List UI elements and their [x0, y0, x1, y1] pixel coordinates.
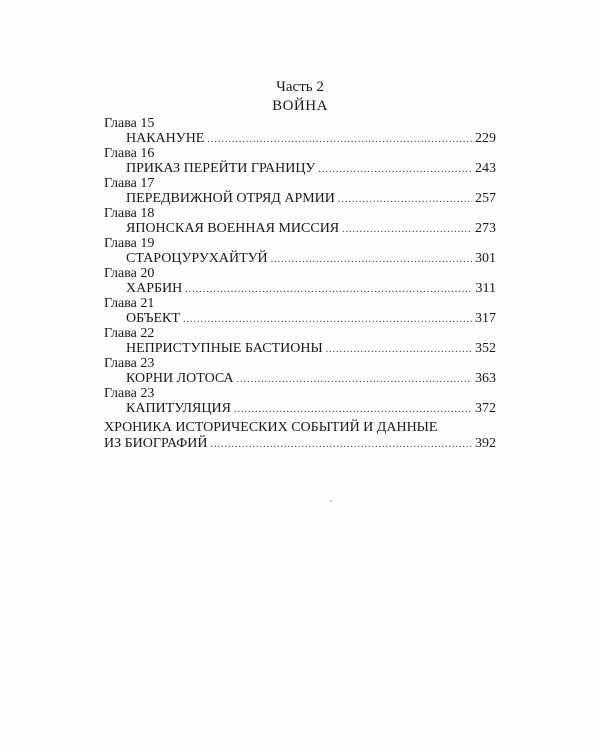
page-number: 257 — [475, 191, 496, 206]
chapter-title: КОРНИ ЛОТОСА — [126, 371, 234, 386]
entry-line — [104, 371, 496, 387]
page-number: 392 — [475, 436, 496, 451]
dot-leader — [318, 162, 472, 178]
toc-entry[interactable] — [104, 177, 496, 207]
part-label: Часть 2 — [276, 79, 324, 95]
entry-line — [104, 191, 496, 207]
chapter-label: Глава 21 — [104, 296, 155, 311]
chapter-label: Глава 19 — [104, 236, 155, 251]
page-number: 352 — [475, 341, 496, 356]
toc-entry[interactable] — [104, 207, 496, 237]
chapter-label: Глава 17 — [104, 176, 155, 191]
chronicle-title-line2: ИЗ БИОГРАФИЙ — [104, 436, 208, 451]
entry-line — [104, 161, 496, 177]
entry-line — [104, 251, 496, 267]
chapter-title: НЕПРИСТУПНЫЕ БАСТИОНЫ — [126, 341, 323, 356]
toc-entry[interactable] — [104, 117, 496, 147]
page-number: 317 — [475, 311, 496, 326]
toc-entry[interactable] — [104, 357, 496, 387]
page-number: 229 — [475, 131, 496, 146]
page-number: 243 — [475, 161, 496, 176]
entry-line — [104, 131, 496, 147]
part-title: ВОЙНА — [272, 98, 328, 114]
dot-leader — [271, 252, 472, 268]
chapter-label: Глава 22 — [104, 326, 155, 341]
chapter-label: Глава 15 — [104, 116, 155, 131]
toc-entry[interactable] — [104, 327, 496, 357]
chapter-label: Глава 23 — [104, 356, 155, 371]
chapter-title: ОБЪЕКТ — [126, 311, 180, 326]
entry-line — [104, 401, 496, 417]
chapter-label: Глава 20 — [104, 266, 155, 281]
toc-entry[interactable] — [104, 267, 496, 297]
dot-leader — [207, 132, 472, 148]
toc-entry[interactable] — [104, 297, 496, 327]
entry-line — [104, 436, 496, 452]
part-header — [0, 78, 600, 116]
entry-line — [104, 281, 496, 297]
chapter-title: ЯПОНСКАЯ ВОЕННАЯ МИССИЯ — [126, 221, 340, 236]
page-number: 273 — [475, 221, 496, 236]
page-number: 301 — [475, 251, 496, 266]
chapter-title: ПЕРЕДВИЖНОЙ ОТРЯД АРМИИ — [126, 191, 335, 206]
toc-entry[interactable] — [104, 387, 496, 417]
chapter-label: Глава 16 — [104, 146, 155, 161]
toc-entry[interactable] — [104, 237, 496, 267]
chapter-title: КАПИТУЛЯЦИЯ — [126, 401, 231, 416]
dot-leader — [183, 312, 472, 328]
dot-leader — [237, 372, 472, 388]
chapter-label: Глава 23 — [104, 386, 155, 401]
dot-leader — [234, 402, 472, 418]
entry-line — [104, 311, 496, 327]
page-number: 311 — [475, 281, 496, 296]
chapter-title: ПРИКАЗ ПЕРЕЙТИ ГРАНИЦУ — [126, 161, 316, 176]
page-number: 372 — [475, 401, 496, 416]
entry-line — [104, 221, 496, 237]
chapter-label: Глава 18 — [104, 206, 155, 221]
toc-entry[interactable] — [104, 147, 496, 177]
dot-leader — [326, 342, 472, 358]
dot-leader — [185, 282, 472, 298]
table-of-contents — [104, 117, 496, 452]
chronicle-title-line1: ХРОНИКА ИСТОРИЧЕСКИХ СОБЫТИЙ И ДАННЫЕ — [104, 420, 438, 435]
dot-leader — [342, 222, 472, 238]
entry-line — [104, 341, 496, 357]
chapter-title: НАКАНУНЕ — [126, 131, 205, 146]
dot-leader — [210, 437, 472, 453]
chapter-title: СТАРОЦУРУХАЙТУЙ — [126, 251, 268, 266]
print-speck — [330, 500, 332, 502]
page-number: 363 — [475, 371, 496, 386]
toc-entry-chronicle[interactable] — [104, 419, 496, 452]
chapter-title: ХАРБИН — [126, 281, 183, 296]
dot-leader — [338, 192, 472, 208]
